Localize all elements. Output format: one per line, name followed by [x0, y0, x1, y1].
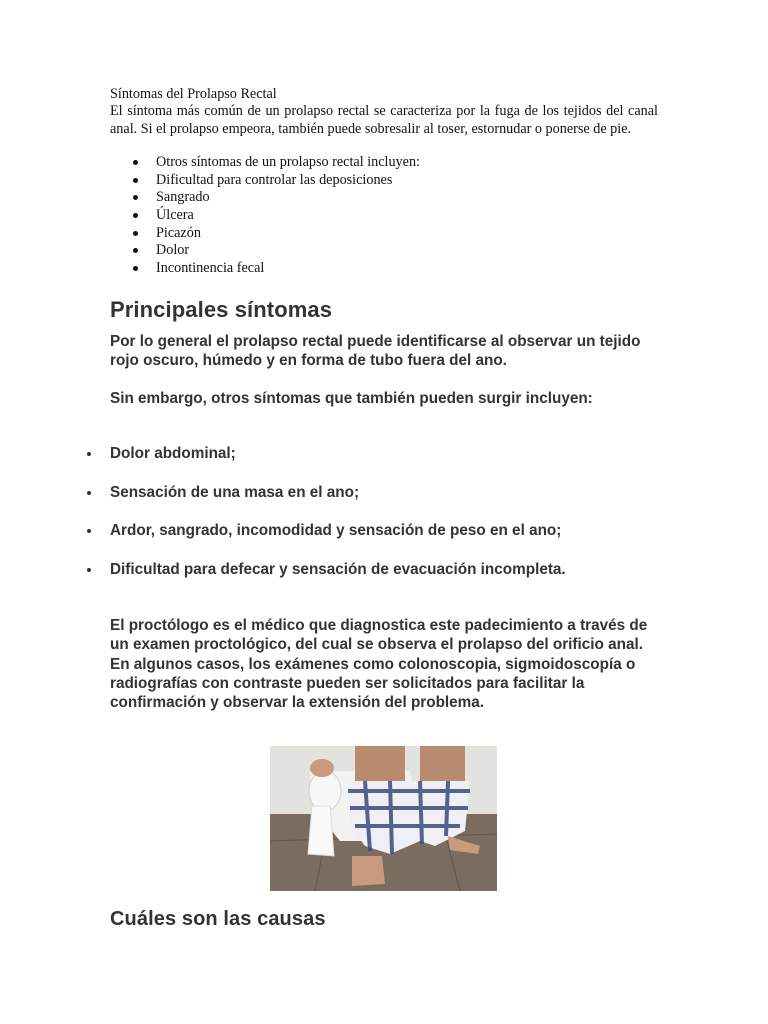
bullet-icon: [133, 266, 138, 271]
bullet-icon: [133, 195, 138, 200]
list-item: Dificultad para controlar las deposiciones: [110, 172, 658, 190]
section-paragraph-3: El proctólogo es el médico que diagnostica este padecimiento a través de un examen proctológico, del cual se observa el prolapso del orificio anal. En algunos casos, los exámenes como colonoscopia, sigmoidoscopía o radiografías con contraste pueden ser solicitados para facilitar la confirmación y observar la extensión del problema.: [110, 617, 648, 712]
document-page: Síntomas del Prolapso Rectal El síntoma más común de un prolapso rectal se caracteriza por la fuga de los tejidos del canal anal. Si el prolapso empeora, también puede sobresalir al toser, estornudar o ponerse de pie. Otros síntomas de un prolapso rectal incluyen: Dificultad para controlar las deposiciones Sangrado Úlcera Picazón Dolor Incontinencia fecal Principales síntomas Por lo general el prolapso rectal puede identificarse al observar un tejido rojo oscuro, húmedo y en forma de tubo fuera del ano. Sin embargo, otros síntomas que también pueden surgir incluyen: Dolor abdominal; Sensación de una masa en el ano; Ardor, sangrado, incomodidad y sensación de peso en el ano; Dificultad para defecar y sensación de evacuación incompleta. El proctólogo es el médico que diagnostica este padecimiento a través de un examen proctológico, del cual se observa el prolapso del orificio anal. En algunos casos, los exámenes como colonoscopia, sigmoidoscopía o radiografías con contraste pueden ser solicitados para facilitar la confirmación y observar la extensión del problema. Cuáles son las causas: [0, 0, 768, 1024]
bullet-icon: [133, 213, 138, 218]
bullet-icon: [133, 248, 138, 253]
section-heading-causas: Cuáles son las causas: [110, 908, 326, 930]
list-item: Picazón: [110, 225, 658, 243]
intro-title: Síntomas del Prolapso Rectal: [110, 86, 277, 102]
section-heading-principales: Principales síntomas: [110, 297, 333, 322]
bullet-icon: [87, 452, 91, 456]
intro-paragraph: El síntoma más común de un prolapso rectal se caracteriza por la fuga de los tejidos del canal anal. Si el prolapso empeora, también puede sobresalir al toser, estornudar o ponerse de pie.: [110, 103, 658, 137]
bullet-icon: [87, 529, 91, 533]
bullet-icon: [133, 231, 138, 236]
list-item: Otros síntomas de un prolapso rectal incluyen:: [110, 154, 658, 172]
list-item: Úlcera: [110, 207, 658, 225]
list-item: Incontinencia fecal: [110, 260, 658, 278]
intro-symptom-list: [110, 154, 658, 278]
bullet-icon: [87, 491, 91, 495]
toilet-photo: [270, 746, 497, 891]
bullet-icon: [87, 568, 91, 572]
section-paragraph-1: Por lo general el prolapso rectal puede identificarse al observar un tejido rojo oscuro, húmedo y en forma de tubo fuera del ano.: [110, 333, 641, 370]
bullet-icon: [133, 160, 138, 165]
bullet-icon: [133, 178, 138, 183]
list-item: Sangrado: [110, 189, 658, 207]
section-paragraph-2: Sin embargo, otros síntomas que también pueden surgir incluyen:: [110, 390, 593, 407]
list-item: Dolor: [110, 242, 658, 260]
photo-illustration: [270, 746, 497, 891]
